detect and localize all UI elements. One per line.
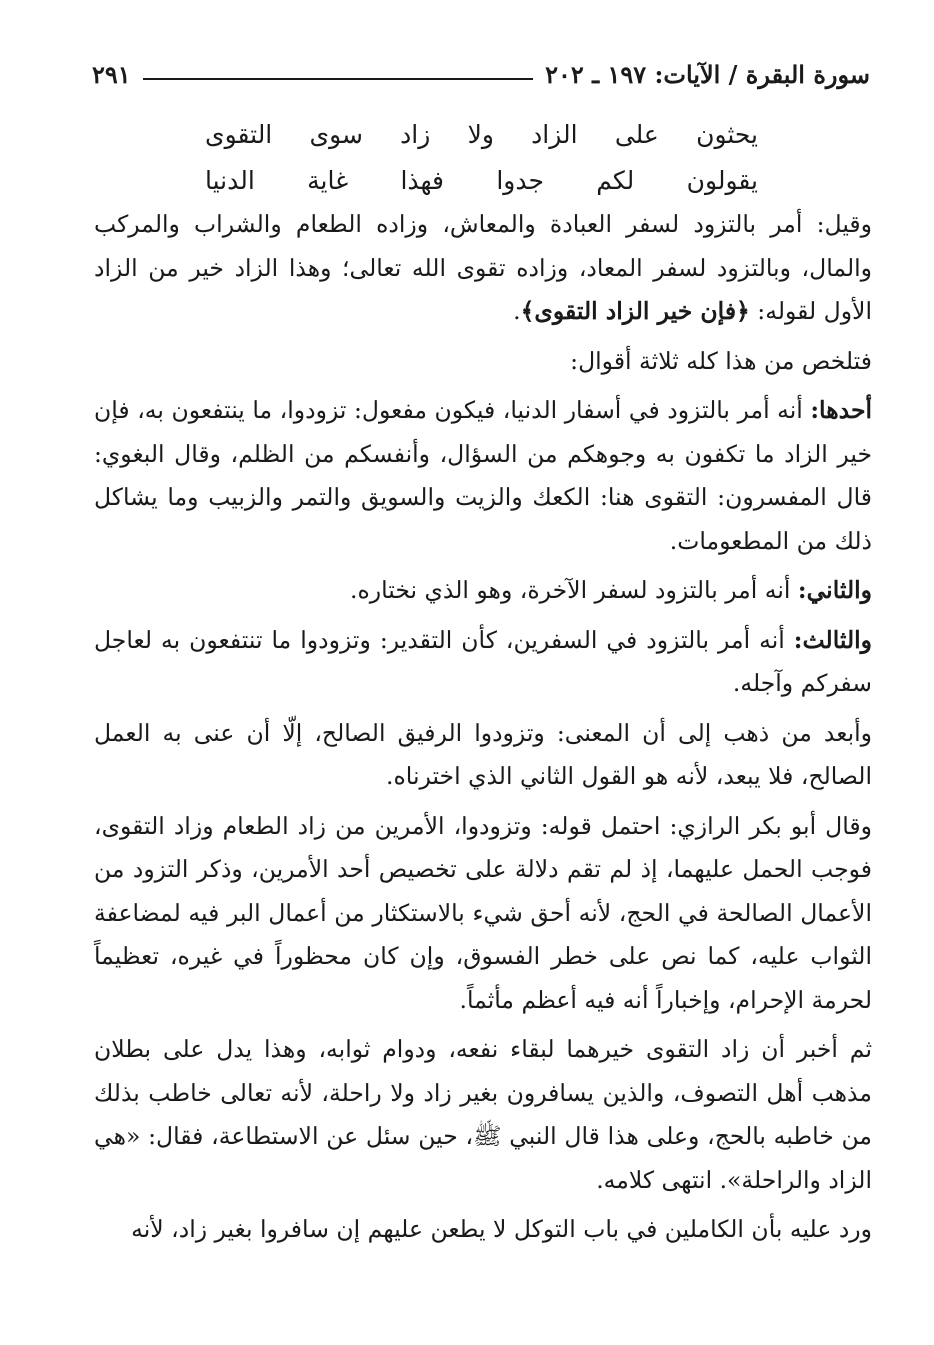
paragraph-text: أنه أمر بالتزود في أسفار الدنيا، فيكون مفعول: تزودوا، ما ينتفعون به، فإن خير الزاد ما تكفون به وجوهكم من السؤال، وأنفسكم من الظلم، وقال البغوي: قال المفسرون: التقوى هنا: الكعك والزيت والسويق والتمر والزبيب وما يشاكل ذلك من المطعومات. — [94, 396, 872, 555]
lead-word: والثالث: — [793, 625, 872, 654]
running-header — [92, 56, 870, 92]
paragraph-9: ورد عليه بأن الكاملين في باب التوكل لا يطعن عليهم إن سافروا بغير زاد، لأنه — [131, 1215, 872, 1243]
paragraph-8: ثم أخبر أن زاد التقوى خيرهما لبقاء نفعه، ودوام ثوابه، وهذا يدل على بطلان مذهب أهل التصوف، والذين يسافرون بغير زاد ولا راحلة، لأنه تعالى خاطب بذلك من خاطبه بالحج، وعلى هذا قال النبي ﷺ، حين سئل عن الاستطاعة، فقال: «هي الزاد والراحلة». انتهى كلامه. — [94, 1035, 872, 1194]
poem-word: غاية — [307, 166, 349, 195]
quran-quote: ﴿فإن خير الزاد التقوى﴾ — [520, 297, 750, 325]
paragraph-text: أنه أمر بالتزود في السفرين، كأن التقدير: وتزودوا ما تنتفعون به لعاجل سفركم وآجله. — [94, 625, 872, 697]
lead-word: والثاني: — [797, 576, 872, 604]
header-rule — [143, 78, 533, 80]
poem-word: فهذا — [400, 166, 445, 195]
paragraph-2: فتلخص من هذا كله ثلاثة أقوال: — [570, 346, 872, 375]
paragraph-4 — [94, 569, 872, 613]
paragraph-1 — [94, 203, 872, 334]
poem-word: سوى — [309, 120, 363, 149]
poem-verses — [205, 112, 758, 204]
paragraph-6: وأبعد من ذهب إلى أن المعنى: وتزودوا الرفيق الصالح، إلّا أن عنى به العمل الصالح، فلا يبعد، لأنه هو القول الثاني الذي اخترناه. — [94, 718, 872, 790]
poem-word: يحثون — [696, 120, 758, 149]
header-title: سورة البقرة / الآيات: ١٩٧ ـ ٢٠٢ — [545, 59, 870, 89]
poem-word: لكم — [596, 166, 635, 195]
paragraph-7: وقال أبو بكر الرازي: احتمل قوله: وتزودوا، الأمرين من زاد الطعام وزاد التقوى، فوجب الحمل عليهما، إذ لم تقم دلالة على تخصيص أحد الأمرين، وذكر التزود من الأعمال الصالحة في الحج، لأنه أحق شيء بالاستكثار من أعمال البر فيه لمضاعفة الثواب عليه، كما نص على خطر الفسوق، وإن كان محظوراً في غيره، تعظيماً لحرمة الإحرام، وإخباراً أنه فيه أعظم مأثماً. — [94, 811, 872, 1014]
page-number: ٢٩١ — [92, 59, 131, 89]
lead-word: أحدها: — [810, 396, 872, 424]
poem-line-1 — [205, 112, 758, 158]
poem-word: التقوى — [205, 120, 273, 149]
paragraph-text: وقيل: أمر بالتزود لسفر العبادة والمعاش، وزاده الطعام والشراب والمركب والمال، وبالتزود لسفر المعاد، وزاده تقوى الله تعالى؛ وهذا الزاد خير من الزاد الأول لقوله: — [94, 210, 872, 325]
paragraph-3 — [94, 389, 872, 563]
poem-word: جدوا — [496, 166, 544, 195]
poem-word: ولا — [467, 120, 494, 149]
poem-word: زاد — [400, 120, 431, 149]
paragraph-text: أنه أمر بالتزود لسفر الآخرة، وهو الذي نختاره. — [349, 576, 798, 604]
poem-word: الدنيا — [205, 166, 255, 195]
poem-word: على — [614, 120, 659, 149]
poem-word: يقولون — [686, 166, 758, 195]
paragraph-5 — [94, 619, 872, 706]
paragraph-end: . — [513, 297, 521, 325]
poem-word: الزاد — [531, 120, 578, 149]
body-text — [94, 203, 872, 1258]
poem-line-2 — [205, 158, 758, 204]
